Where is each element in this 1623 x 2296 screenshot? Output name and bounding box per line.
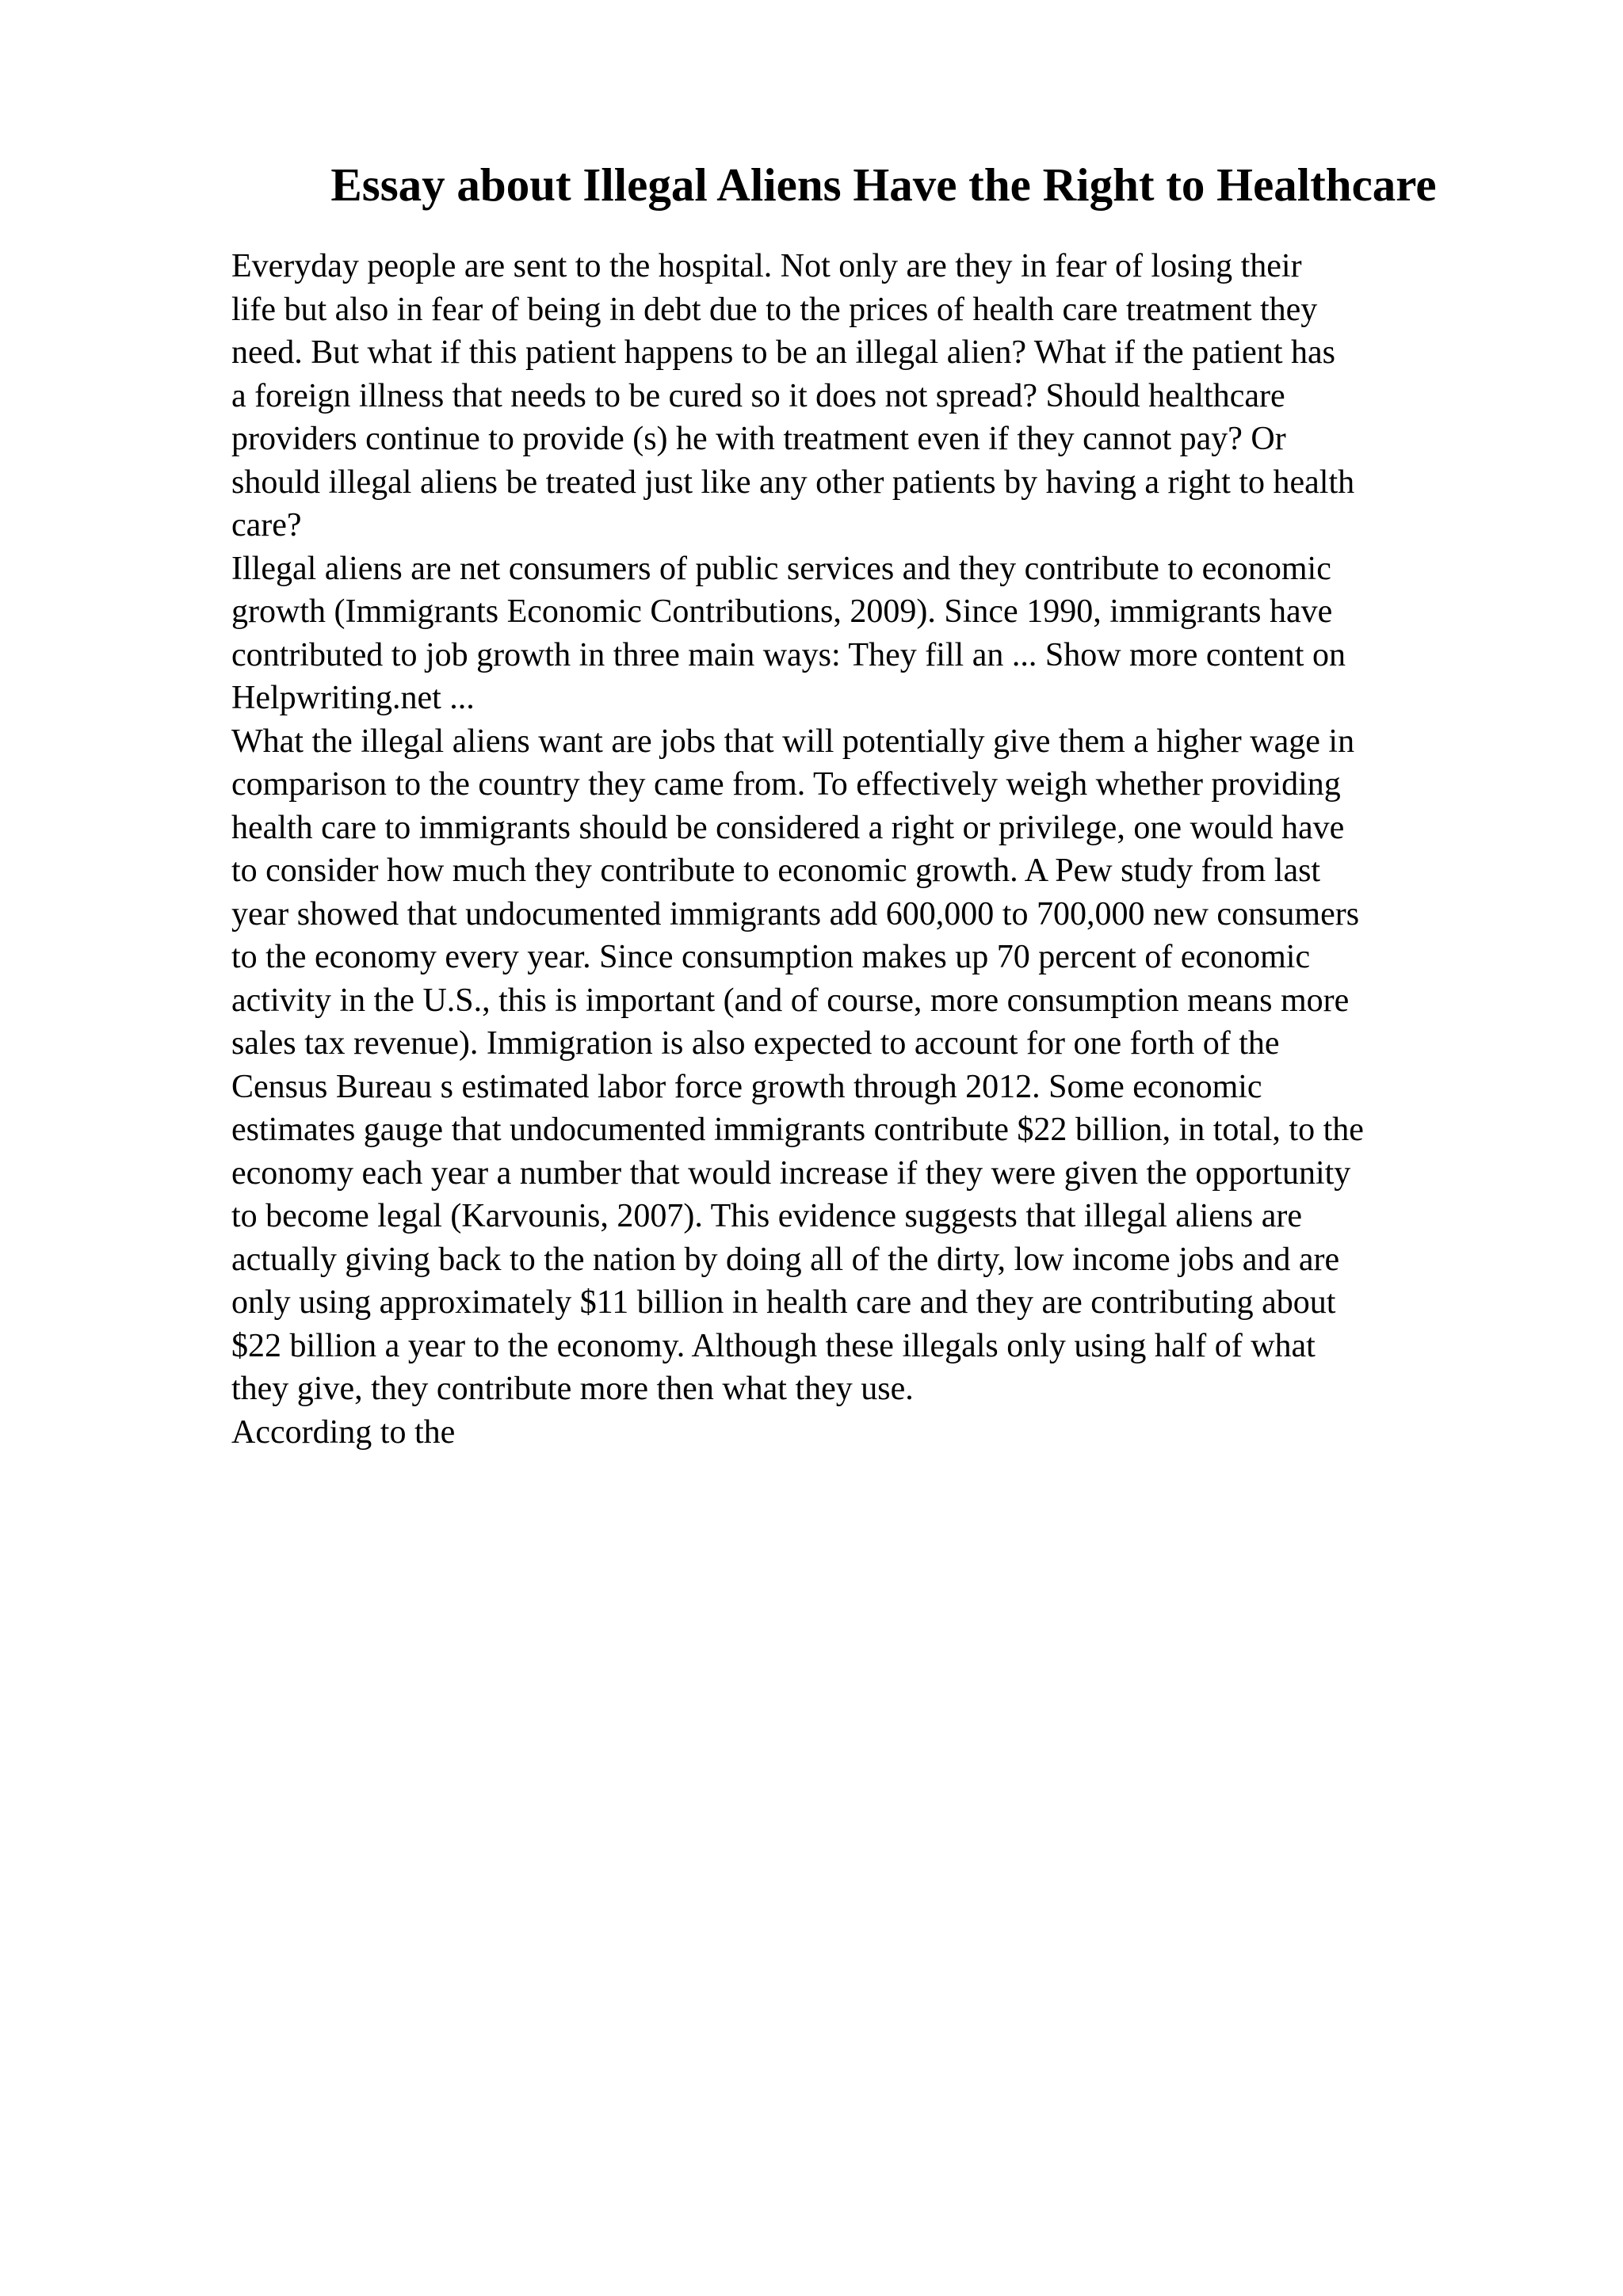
document-title: Essay about Illegal Aliens Have the Right to Healthcare [330, 158, 1437, 211]
text-line: estimates gauge that undocumented immigrants contribute $22 billion, in total, to the [231, 1112, 1364, 1148]
text-line: Everyday people are sent to the hospital. Not only are they in fear of losing their [231, 248, 1302, 284]
text-line: life but also in fear of being in debt due to the prices of health care treatment they [231, 291, 1318, 328]
text-line: only using approximately $11 billion in health care and they are contributing about [231, 1284, 1336, 1321]
text-line: $22 billion a year to the economy. Although these illegals only using half of what [231, 1327, 1316, 1364]
essay-body [231, 245, 1515, 1454]
text-line: Helpwriting.net ... [231, 680, 475, 716]
text-line: care? [231, 507, 302, 543]
text-line: sales tax revenue). Immigration is also expected to account for one forth of the [231, 1025, 1280, 1062]
text-line: comparison to the country they came from. To effectively weigh whether providing [231, 766, 1341, 803]
text-line: to become legal (Karvounis, 2007). This evidence suggests that illegal aliens are [231, 1198, 1302, 1234]
text-line: year showed that undocumented immigrants add 600,000 to 700,000 new consumers [231, 895, 1360, 933]
text-line: Illegal aliens are net consumers of public services and they contribute to economic [231, 550, 1331, 587]
text-line: health care to immigrants should be considered a right or privilege, one would have [231, 809, 1345, 846]
text-line: should illegal aliens be treated just like any other patients by having a right to health [231, 463, 1355, 501]
text-line: to consider how much they contribute to economic growth. A Pew study from last [231, 852, 1321, 889]
text-line: economy each year a number that would increase if they were given the opportunity [231, 1154, 1351, 1192]
text-line: What the illegal aliens want are jobs that will potentially give them a higher wage in [231, 723, 1355, 760]
text-line: contributed to job growth in three main ways: They fill an ... Show more content on [231, 636, 1346, 673]
text-line: Census Bureau s estimated labor force growth through 2012. Some economic [231, 1068, 1262, 1105]
text-line: to the economy every year. Since consumption makes up 70 percent of economic [231, 939, 1311, 975]
text-line: they give, they contribute more then what they use. [231, 1371, 914, 1407]
text-line: According to the [231, 1413, 456, 1451]
text-line: activity in the U.S., this is important (and of course, more consumption means more [231, 982, 1350, 1019]
text-line: a foreign illness that needs to be cured so it does not spread? Should healthcare [231, 377, 1285, 414]
text-line: providers continue to provide (s) he with treatment even if they cannot pay? Or [231, 421, 1286, 457]
text-line: need. But what if this patient happens to be an illegal alien? What if the patient has [231, 334, 1335, 371]
text-line: actually giving back to the nation by doing all of the dirty, low income jobs and are [231, 1241, 1340, 1278]
text-line: growth (Immigrants Economic Contributions, 2009). Since 1990, immigrants have [231, 593, 1333, 630]
